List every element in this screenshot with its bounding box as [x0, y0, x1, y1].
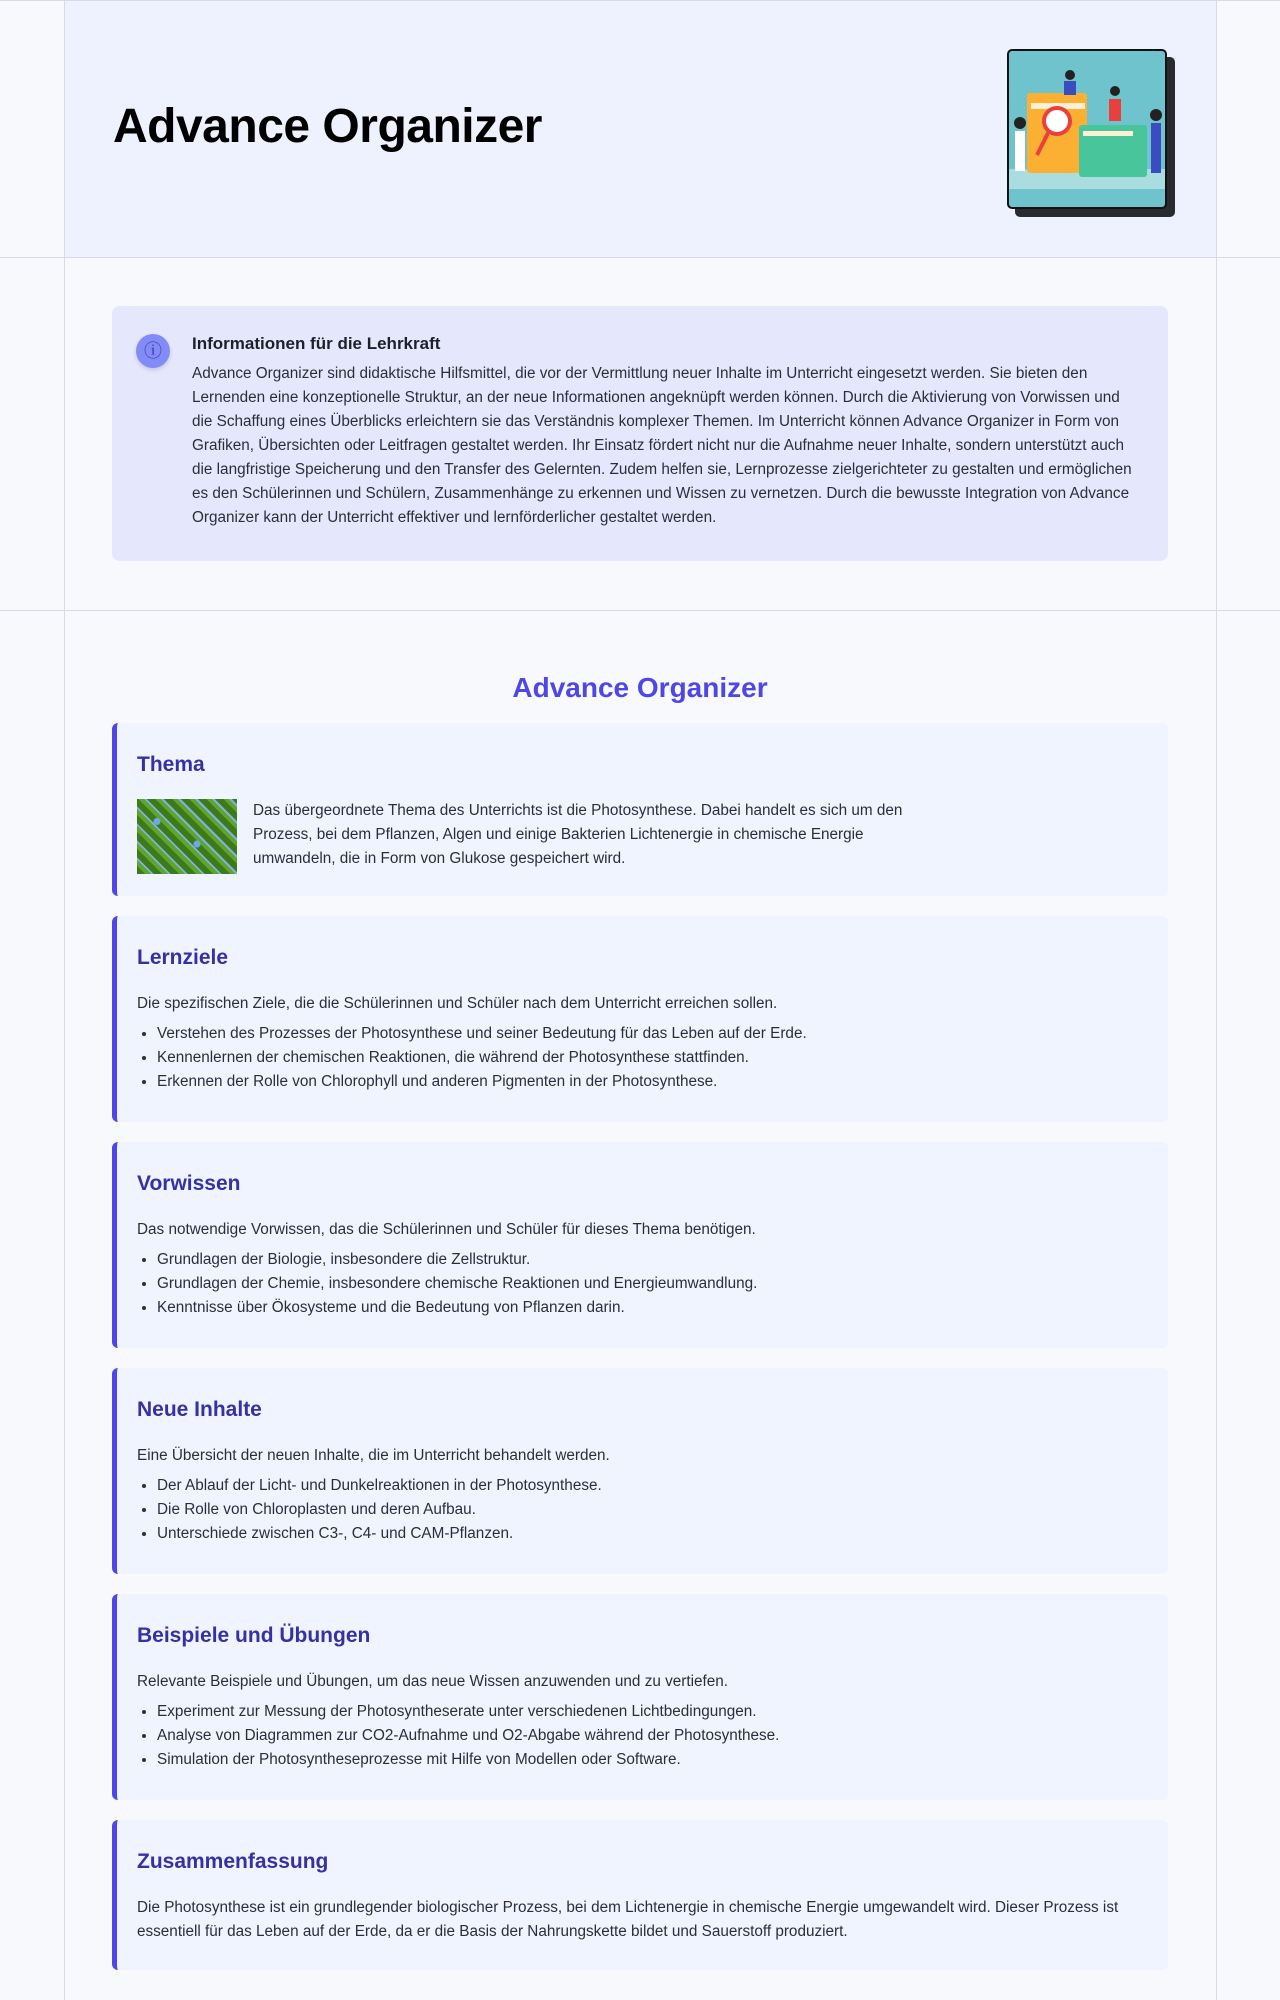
teacher-info-box — [112, 306, 1168, 561]
card-text: Das übergeordnete Thema des Unterrichts ist die Photosynthese. Dabei handelt es sich um den Prozess, bei dem Pflanzen, Algen und einige Bakterien Lichtenergie in chemische Energie umwandeln, die in Form von Glukose gespeichert wird. — [253, 802, 903, 867]
card-text: Die Photosynthese ist ein grundlegender biologischer Prozess, bei dem Lichtenergie in chemische Energie umgewandelt wird. Dieser Prozess ist essentiell für das Leben auf der Erde, da er die Basis der Nahrungskette bildet und Sauerstoff produziert. — [137, 1899, 1119, 1940]
card-title: Zusammenfassung — [137, 1850, 329, 1873]
info-title: Informationen für die Lehrkraft — [192, 334, 441, 353]
card-thema — [112, 723, 1168, 896]
list-item: • Simulation der Photosyntheseprozesse mit Hilfe von Modellen oder Software. — [157, 1748, 1148, 1772]
list-item: • Kenntnisse über Ökosysteme und die Bedeutung von Pflanzen darin. — [157, 1296, 1148, 1320]
list-item: • Verstehen des Prozesses der Photosynthese und seiner Bedeutung für das Leben auf der Erde. — [157, 1022, 1148, 1046]
card-neue-inhalte — [112, 1368, 1168, 1574]
list-item: • Grundlagen der Biologie, insbesondere die Zellstruktur. — [157, 1248, 1148, 1272]
header-illustration — [1007, 49, 1167, 211]
card-zusammenfassung — [112, 1820, 1168, 1970]
info-icon: ⓘ — [136, 334, 170, 368]
list-item: • Experiment zur Messung der Photosyntheserate unter verschiedenen Lichtbedingungen. — [157, 1700, 1148, 1724]
list-item: • Die Rolle von Chloroplasten und deren Aufbau. — [157, 1498, 1148, 1522]
info-text: Advance Organizer sind didaktische Hilfsmittel, die vor der Vermittlung neuer Inhalte im Unterricht eingesetzt werden. Sie bieten den Lernenden eine konzeptionelle Struktur, an der neue Informationen angeknüpft werden können. Durch die Aktivierung von Vorwissen und die Schaffung eines Überblicks erleichtern sie das Verständnis komplexer Themen. Im Unterricht können Advance Organizer in Form von Grafiken, Übersichten oder Leitfragen gestaltet werden. Ihr Einsatz fördert nicht nur die Aufnahme neuer Inhalte, sondern unterstützt auch die langfristige Speicherung und den Transfer des Gelernten. Zudem helfen sie, Lernprozesse zielgerichteter zu gestalten und ermöglichen es den Schülerinnen und Schülern, Zusammenhänge zu erkennen und Wissen zu vernetzen. Durch die bewusste Integration von Advance Organizer kann der Unterricht effektiver und lernförderlicher gestaltet werden. — [192, 365, 1132, 526]
layout-divider — [64, 0, 65, 2000]
list-item: • Der Ablauf der Licht- und Dunkelreaktionen in der Photosynthese. — [157, 1474, 1148, 1498]
card-intro: Relevante Beispiele und Übungen, um das neue Wissen anzuwenden und zu vertiefen. — [137, 1673, 729, 1690]
list-item: • Analyse von Diagrammen zur CO2-Aufnahme und O2-Abgabe während der Photosynthese. — [157, 1724, 1148, 1748]
card-vorwissen — [112, 1142, 1168, 1348]
card-lernziele — [112, 916, 1168, 1122]
list-item: • Erkennen der Rolle von Chlorophyll und anderen Pigmenten in der Photosynthese. — [157, 1070, 1148, 1094]
section-title: Advance Organizer — [512, 672, 768, 703]
card-title: Thema — [137, 753, 205, 776]
photosynthesis-image — [137, 799, 237, 874]
list-item: • Grundlagen der Chemie, insbesondere chemische Reaktionen und Energieumwandlung. — [157, 1272, 1148, 1296]
card-intro: Das notwendige Vorwissen, das die Schülerinnen und Schüler für dieses Thema benötigen. — [137, 1221, 756, 1238]
list-item: • Unterschiede zwischen C3-, C4- und CAM-Pflanzen. — [157, 1522, 1148, 1546]
card-title: Beispiele und Übungen — [137, 1624, 371, 1647]
card-title: Vorwissen — [137, 1172, 241, 1195]
card-title: Lernziele — [137, 946, 229, 969]
card-beispiele — [112, 1594, 1168, 1800]
card-title: Neue Inhalte — [137, 1398, 262, 1421]
card-intro: Die spezifischen Ziele, die die Schülerinnen und Schüler nach dem Unterricht erreichen sollen. — [137, 995, 778, 1012]
layout-divider — [0, 610, 1280, 611]
card-intro: Eine Übersicht der neuen Inhalte, die im Unterricht behandelt werden. — [137, 1447, 610, 1464]
page-title: Advance Organizer — [113, 100, 542, 153]
layout-divider — [1216, 0, 1217, 2000]
page-header — [65, 1, 1216, 257]
layout-divider — [0, 257, 1280, 258]
list-item: • Kennenlernen der chemischen Reaktionen, die während der Photosynthese stattfinden. — [157, 1046, 1148, 1070]
